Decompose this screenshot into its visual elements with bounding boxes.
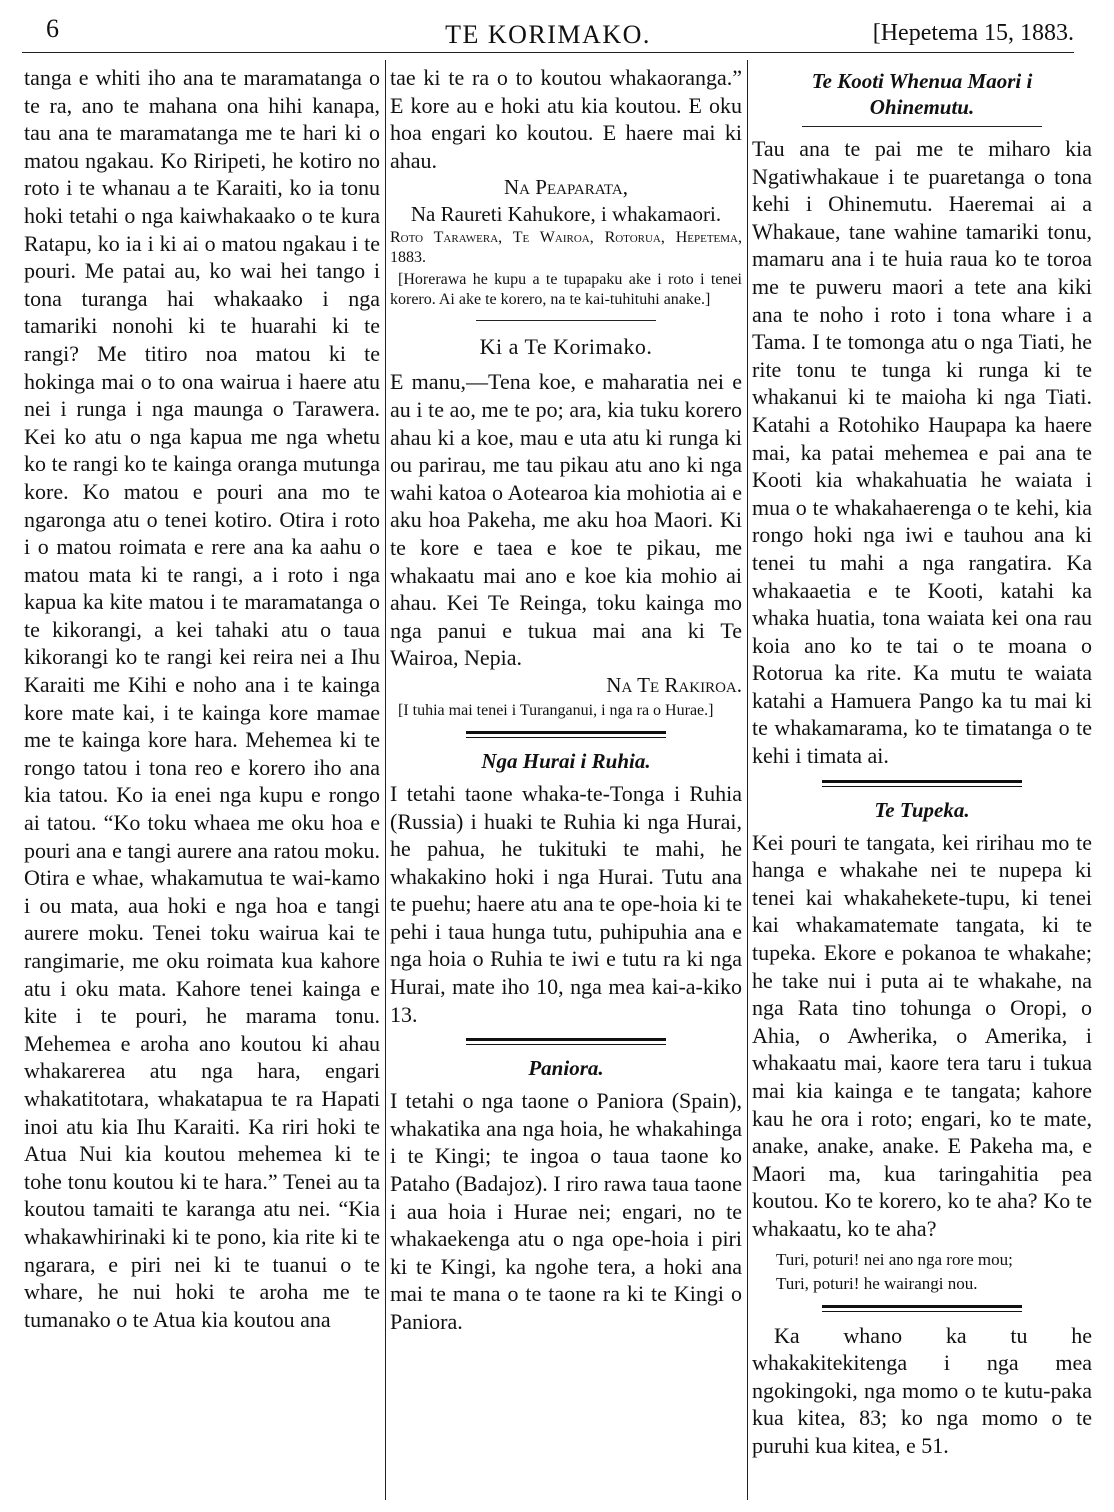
editor-note: [Horerawa he kupu a te tupapaku ake i roto i tenei korero. Ai ake te korero, na te kai-tuhituhi anake.] bbox=[390, 271, 742, 309]
section-divider-double bbox=[822, 780, 1022, 787]
section-body-tobacco: Kei pouri te tangata, kei ririhau mo te hanga e whakahe nei te nupepa ki tenei kai whakahekete-tupu, ki tenei kai whakamatemate tangata, ki te tupeka. Ekore e pokanoa te whakahe; he take nui i puta ai te whakahe, na nga Rata tino tohunga o Oropi, o Ahia, o Awherika, o Amerika, i whakaatu mai, kaore tera taru i tukua mai kia kainga e te tangata; kahore kau he ora i roto; engari, ko te mate, anake, anake, anake. E Pakeha ma, e Maori ma, kua taringahitia pea koutou. Ko te korero, ko te aha? Ko te whakaatu, ko te aha? bbox=[752, 829, 1092, 1241]
verse-line-1: Turi, poturi! nei ano nga rore mou; bbox=[776, 1249, 1013, 1269]
section-divider bbox=[476, 320, 656, 321]
section-heading-tobacco: Te Tupeka. bbox=[874, 797, 970, 822]
letter-body: E manu,—Tena koe, e maharatia nei e au i te ao, me te po; ara, kia tuku korero ahau ki a koe, mau e uta atu ki runga ki ou parirau, me tau pikau atu ano ki nga wahi katoa o Aotearoa kia mohiotia ai e aku hoa Pakeha, me aku hoa Maori. Ki te kore e taea e koe te pikau, me whakaatu mai ano e koe kia mohio ai ahau. Kei Te Reinga, toku kainga mo nga panui e tukua mai ana ki Te Wairoa, Nepia. bbox=[390, 369, 742, 671]
section-heading-spain: Paniora. bbox=[528, 1056, 604, 1081]
verse-line-2: Turi, poturi! he wairangi nou. bbox=[776, 1273, 978, 1293]
page-number: 6 bbox=[46, 14, 59, 43]
article-continuation-end: tae ki te ra o to koutou whakaoranga.” E kore au e hoki atu kia koutou. E oku hoa engari ko koutou. E haere mai ki ahau. bbox=[390, 65, 742, 173]
dateline: Roto Tarawera, Te Wairoa, Rotorua, Hepetema, 1883. bbox=[390, 229, 742, 267]
column-one bbox=[24, 64, 380, 1498]
letter-note: [I tuhia mai tenei i Turanganui, i nga ra o Hurae.] bbox=[398, 701, 714, 719]
heading-underline bbox=[802, 126, 1042, 127]
section-heading-land-court bbox=[752, 68, 1092, 120]
column-rule-left bbox=[385, 60, 386, 1500]
masthead bbox=[22, 8, 1074, 53]
section-body-russia: I tetahi taone whaka-te-Tonga i Ruhia (Russia) i huaki te Ruhia ki nga Hurai, he pahua, he tukituki te mahi, he whakakino hoki i nga Hurai. Tutu ana te puehu; haere atu ana te ope-hoia ki te pehi i taua hunga tutu, puhipuhia ana e nga hoia o Ruhia te iwi e tutu ra ki nga Hurai, mate iho 10, nga mea kai-a-kiko 13. bbox=[390, 780, 742, 1027]
column-three bbox=[752, 64, 1092, 1498]
section-body-land-court: Tau ana te pai me te miharo kia Ngatiwhakaue i te puaretanga o tona kehi i Ohinemutu. Haeremai ai a Whakaue, tane wahine tamariki tonu, mamaru ana i te huia raua ko te toroa me te puweru maori a tete ana kiki ana te noho i roto i tona whare i a Tama. I te tomonga atu o nga Tiati, he rite tonu te tunga ki runga ki te whakanui ki te maioha ki nga Tiati. Katahi a Rotohiko Haupapa ka haere mai, ka patai mehemea e pai ana te Kooti kia whakahuatia he waiata i mua o te whakahaerenga o te kehi, kia rongo hoki nga iwi e tauhou ana ki tenei tu mahi a nga rangatira. Ka whakaaetia e te Kooti, katahi ka whaka huatia, tona waiata kei ona rau koia ano ko te tai o te moana o Rotorua ka rite. Ka mutu te waiata katahi a Hamuera Pango ka tu mai ki te whakamarama, ko te timatanga o te kehi i timata ai. bbox=[752, 136, 1092, 769]
heading-line-1: Te Kooti Whenua Maori i bbox=[811, 69, 1033, 93]
column-two bbox=[390, 64, 742, 1498]
section-heading-russia: Nga Hurai i Ruhia. bbox=[481, 748, 651, 773]
issue-date: [Hepetema 15, 1883. bbox=[872, 20, 1074, 46]
letter-signature: Na Te Rakiroa. bbox=[606, 672, 742, 697]
section-divider-double bbox=[466, 731, 666, 738]
newspaper-title: TE KORIMAKO. bbox=[445, 20, 651, 49]
column-rule-right bbox=[747, 60, 748, 1500]
section-body-insects: Ka whano ka tu he whakakitekitenga i nga mea ngokingoki, nga momo o te kutu-paka kua kitea, 83; ko nga momo o te puruhi kua kitea, e 51. bbox=[752, 1322, 1092, 1458]
section-body-spain: I tetahi o nga taone o Paniora (Spain), whakatika ana nga hoia, he whakahinga i te Kingi; te ingoa o taua taone ko Pataho (Badajoz). I riro rawa taua taone i aua hoia i Hurae nei; engari, no te whakaekenga atu o nga ope-hoia i piri ki te Kingi, ka ngohe tera, a hoki ana mai te mana o te taone ra ki te Kingi o Paniora. bbox=[390, 1088, 742, 1334]
section-divider-double bbox=[466, 1038, 666, 1045]
heading-line-2: Ohinemutu. bbox=[869, 95, 975, 119]
letter-heading: Ki a Te Korimako. bbox=[479, 334, 653, 360]
signature-author: Na Peaparata, bbox=[504, 175, 628, 200]
section-divider-double bbox=[822, 1305, 1022, 1312]
article-continuation-text: tanga e whiti iho ana te maramatanga o te ra, ano te mahana ona hihi kanapa, tau ana te maramatanga me te hari ki o matou ngakau. Ko Riripeti, he kotiro no roto i te whanau a te Karaiti, ko ia tonu hoki tetahi o nga kaiwhakaako o te kura Ratapu, ko ia i ki ai o matou ngakau i te pouri. Me patai au, ko wai hei tango i tona turanga hai whakaako i nga tamariki nonohi ki te huarahi ki te rangi? Me titiro noa matou ki te hokinga mai o to ona wairua i haere atu nei i runga i nga maunga o Tarawera. Kei ko atu o nga kapua me nga whetu ko te rangi ko te kainga oranga mutunga kore. Ko matou e pouri ana mo te ngaronga atu o tenei kotiro. Otira i roto i o matou roimata e rere ana ka aahu o matou mata ki te rangi, a i roto i nga kapua ka kite matou i te maramatanga o te kikorangi, a kei tahaki atu o taua kikorangi ko te rangi kei reira nei a Ihu Karaiti me Kihi e noho ana i te kainga kore mate kai, i te kainga kore mamae me te kainga kore hara. Mehemea ki te rongo tatou i tona reo e korero iho ana kia tatou. Ko ia enei nga kupu e rongo ai tatou. “Ko toku whaea me oku hoa e pouri ana e tangi aurere ana ratou moku. Otira e whae, whakamutua te wai-kamo i ou mata, aua hoki e nga hoa e tangi aurere moku. Tenei toku wairua kai te rangimarie, me oku roimata kua kahore atu i oku mata. Kahore tenei kainga e kite i te pouri, he marama tonu. Mehemea e aroha ano koutou ki ahau whakarerea atu nga hara, engari whakatitotara, whakatapua te ra Hapati inoi atu kia Ihu Karaiti. Ka riri hoki te Atua Nui kia koutou mehemea ki te tohe tonu koutou ki te hara.” Tenei au ta koutou tamaiti te karanga atu nei. “Kia whakawhirinaki ki te pono, kia rite ki te ngarara, e piri nei ki te tuanui o te whare, he nui hoki te aroha me te tumanako o te Atua kia koutou ana bbox=[24, 65, 380, 1332]
signature-translator: Na Raureti Kahukore, i whakamaori. bbox=[410, 202, 722, 227]
